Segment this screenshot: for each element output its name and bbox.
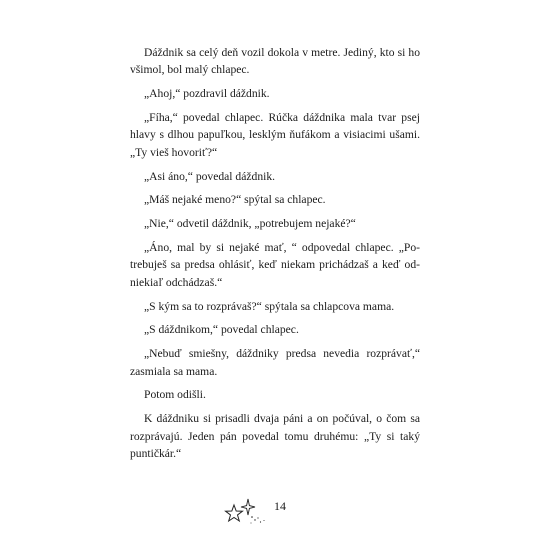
paragraph: „S kým sa to rozprávaš?“ spýtala sa chlapcova mama. bbox=[144, 299, 395, 313]
text-block bbox=[130, 44, 420, 469]
paragraph: „Fíha,“ povedal chlapec. Rúčka dáždnika mala tvar psej hlavy s dlhou papuľkou, lesklým ňufákom a visiacimi ušami. „Ty vieš hovoriť?“ bbox=[130, 111, 420, 159]
paragraph: „Asi áno,“ povedal dáždnik. bbox=[144, 169, 276, 183]
paragraph: K dáždniku si prisadli dvaja páni a on počúval, o čom sa rozprávajú. Jeden pán povedal tomu druhému: „Ty si taký puntičkár.“ bbox=[130, 412, 420, 461]
page-footer bbox=[222, 497, 342, 527]
paragraph: „Nebuď smiešny, dáždniky predsa nevedia rozprávať,“ zasmiala sa mama. bbox=[130, 347, 420, 378]
paragraph: „Áno, mal by si nejaké mať, “ odpovedal chlapec. „Potrebuješ sa predsa ohlásiť, keď niekam prichádzaš a keď odniekiaľ odchádzaš.“ bbox=[130, 241, 420, 289]
paragraph: „Nie,“ odvetil dáždnik, „potrebujem nejaké?“ bbox=[144, 217, 356, 231]
paragraph: „Máš nejaké meno?“ spýtal sa chlapec. bbox=[144, 193, 326, 207]
paragraph: Potom odišli. bbox=[144, 388, 206, 402]
page-number: 14 bbox=[274, 499, 286, 513]
stars-ornament-icon bbox=[222, 497, 272, 527]
paragraph: „Ahoj,“ pozdravil dáždnik. bbox=[144, 87, 270, 101]
paragraph: „S dáždnikom,“ povedal chlapec. bbox=[144, 323, 299, 337]
paragraph: Dáždnik sa celý deň vozil dokola v metre. Jediný, kto si ho všimol, bol malý chlapec. bbox=[130, 46, 420, 77]
